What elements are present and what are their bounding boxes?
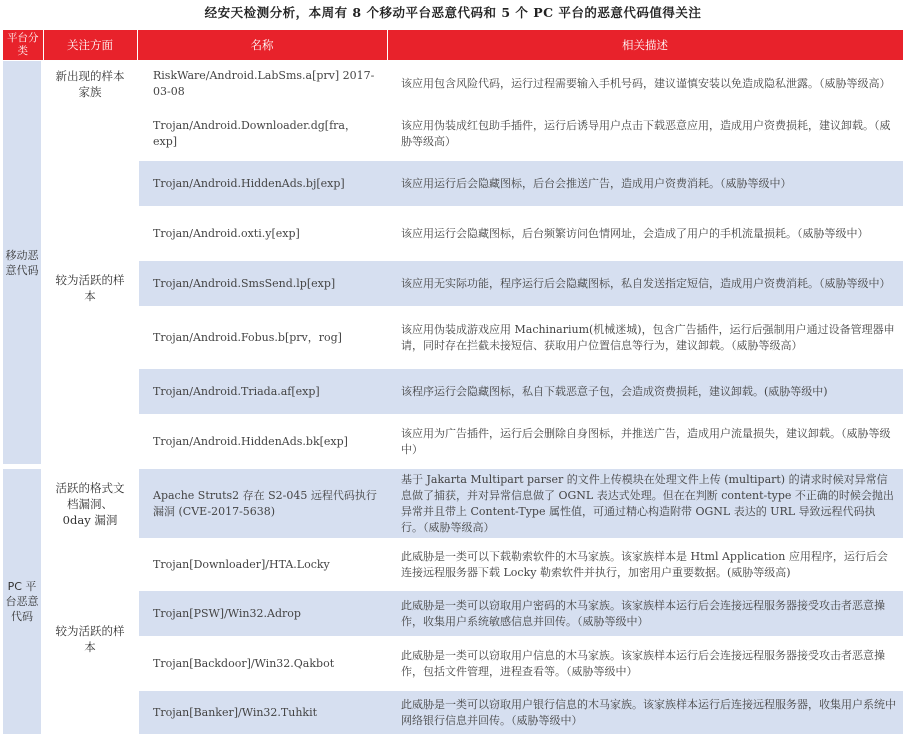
table-row	[3, 309, 903, 367]
malware-name: Trojan[Downloader]/HTA.Locky	[137, 541, 387, 589]
malware-description: 该程序运行会隐藏图标，私自下载恶意子包，会造成资费损耗，建议卸载。(威胁等级中)	[387, 367, 903, 417]
malware-description: 该应用为广告插件，运行后会删除自身图标，并推送广告，造成用户流量损失，建议卸载。（威胁等级中）	[387, 417, 903, 467]
malware-name: Trojan/Android.Downloader.dg[fra，exp]	[137, 109, 387, 159]
table-caption: 经安天检测分析，本周有 8 个移动平台恶意代码和 5 个 PC 平台的恶意代码值得关注	[204, 5, 702, 20]
malware-name: Trojan[Backdoor]/Win32.Qakbot	[137, 639, 387, 689]
malware-description: 此威胁是一类可以下载勒索软件的木马家族。该家族样本是 Html Application 应用程序，运行后会连接远程服务器下载 Locky 勒索软件并执行，加密用户重要数据。(威胁等级高)	[387, 541, 903, 589]
malware-description: 该应用无实际功能，程序运行后会隐藏图标，私自发送指定短信，造成用户资费消耗。（威胁等级中）	[387, 259, 903, 309]
malware-name: Trojan/Android.HiddenAds.bk[exp]	[137, 417, 387, 467]
platform-mobile: 移动恶意代码	[3, 61, 43, 467]
header-description: 相关描述	[387, 30, 903, 61]
table-row	[3, 61, 903, 109]
malware-description: 此威胁是一类可以窃取用户信息的木马家族。该家族样本运行后会连接远程服务器接受攻击者恶意操作，包括文件管理，进程查看等。（威胁等级中）	[387, 639, 903, 689]
malware-name: Trojan/Android.HiddenAds.bj[exp]	[137, 159, 387, 209]
malware-name: Apache Struts2 存在 S2-045 远程代码执行漏洞 (CVE-2017-5638)	[137, 467, 387, 541]
header-name: 名称	[137, 30, 387, 61]
header-row	[3, 30, 903, 61]
table-row	[3, 109, 903, 159]
table-row	[3, 417, 903, 467]
table-row	[3, 259, 903, 309]
aspect-active-pc: 较为活跃的样本	[43, 541, 137, 737]
malware-description: 该应用伪装成游戏应用 Machinarium(机械迷城)，包含广告插件，运行后强制用户通过设备管理器申请，同时存在拦截未接短信、获取用户位置信息等行为，建议卸载。（威胁等级高）	[387, 309, 903, 367]
table-row	[3, 209, 903, 259]
malware-table	[3, 30, 904, 739]
malware-name: Trojan/Android.Triada.af[exp]	[137, 367, 387, 417]
table-row	[3, 367, 903, 417]
table-row	[3, 541, 903, 589]
malware-description: 该应用伪装成红包助手插件，运行后诱导用户点击下载恶意应用，造成用户资费损耗，建议卸载。（威胁等级高）	[387, 109, 903, 159]
malware-description: 该应用包含风险代码，运行过程需要输入手机号码，建议谨慎安装以免造成隐私泄露。（威胁等级高）	[387, 61, 903, 109]
malware-name: Trojan/Android.Fobus.b[prv，rog]	[137, 309, 387, 367]
table-row	[3, 689, 903, 737]
header-aspect: 关注方面	[43, 30, 137, 61]
malware-description: 此威胁是一类可以窃取用户银行信息的木马家族。该家族样本运行后连接远程服务器，收集用户系统中网络银行信息并回传。（威胁等级中）	[387, 689, 903, 737]
malware-name: Trojan/Android.oxti.y[exp]	[137, 209, 387, 259]
table-row	[3, 467, 903, 541]
aspect-new-family: 新出现的样本家族	[43, 61, 137, 109]
header-platform: 平台分类	[3, 30, 43, 61]
aspect-active-mobile: 较为活跃的样本	[43, 109, 137, 467]
malware-name: Trojan[PSW]/Win32.Adrop	[137, 589, 387, 639]
table-row	[3, 639, 903, 689]
malware-name: Trojan/Android.SmsSend.lp[exp]	[137, 259, 387, 309]
malware-description: 该应用运行会隐藏图标，后台频繁访问色情网址，会造成了用户的手机流量损耗。（威胁等级中）	[387, 209, 903, 259]
malware-description: 基于 Jakarta Multipart parser 的文件上传模块在处理文件上传 (multipart) 的请求时候对异常信息做了捕获，并对异常信息做了 OGNL 表达式处理。但在在判断 content-type 不正确的时候会抛出异常并且带上 Content-Type 属性值，可通过精心构造附带 OGNL 表达的 URL 导致远程代码执行。（威胁等级高）	[387, 467, 903, 541]
malware-name: Trojan[Banker]/Win32.Tuhkit	[137, 689, 387, 737]
table-row	[3, 159, 903, 209]
malware-name: RiskWare/Android.LabSms.a[prv] 2017-03-08	[137, 61, 387, 109]
malware-description: 该应用运行后会隐藏图标，后台会推送广告，造成用户资费消耗。（威胁等级中）	[387, 159, 903, 209]
table-row	[3, 589, 903, 639]
platform-pc: PC 平台恶意代码	[3, 467, 43, 737]
malware-description: 此威胁是一类可以窃取用户密码的木马家族。该家族样本运行后会连接远程服务器接受攻击者恶意操作，收集用户系统敏感信息并回传。（威胁等级中）	[387, 589, 903, 639]
aspect-vulnerability: 活跃的格式文档漏洞、0day 漏洞	[43, 467, 137, 541]
